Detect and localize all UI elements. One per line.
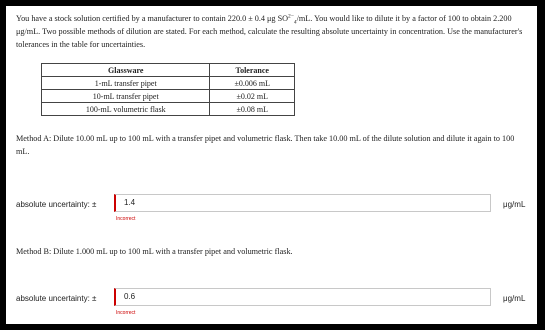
method-b-status: Incorrect [116, 310, 136, 316]
tolerance-cell: ±0.08 mL [210, 103, 295, 116]
method-b-label: absolute uncertainty: ± [16, 294, 97, 303]
method-b-text: Method B: Dilute 1.000 mL up to 100 mL with a transfer pipet and volumetric flask. [16, 247, 293, 256]
table-row [42, 77, 295, 90]
ion-subscript: 4 [293, 19, 297, 26]
tolerance-table [41, 63, 295, 116]
method-a-answer-value: 1.4 [124, 198, 136, 207]
method-a-text: Method A: Dilute 10.00 mL up to 100 mL with a transfer pipet and volumetric flask. Then take 10.00 mL of the dilute solution and dilute it again to 100 mL. [16, 134, 515, 156]
method-a-unit: μg/mL [503, 200, 526, 209]
table-row [42, 90, 295, 103]
header-tolerance: Tolerance [210, 64, 295, 77]
glassware-cell: 100-mL volumetric flask [42, 103, 210, 116]
question-panel [6, 6, 537, 324]
ion-charge: 2− [288, 13, 294, 20]
tolerance-cell: ±0.02 mL [210, 90, 295, 103]
method-b-answer-input[interactable] [114, 288, 491, 306]
table-header-row [42, 64, 295, 77]
question-intro [16, 12, 528, 51]
method-a-label: absolute uncertainty: ± [16, 200, 97, 209]
glassware-cell: 1-mL transfer pipet [42, 77, 210, 90]
intro-part2: /mL. You would like to dilute it by a factor of 100 to obtain 2.200 μg/mL. Two possible methods of dilution are stated. For each method, calculate the resulting absolute uncertainty in concentration. Use the manufacturer's tolerances in the table for uncertainties. [16, 14, 523, 49]
method-a-answer-input[interactable] [114, 194, 491, 212]
header-glassware: Glassware [42, 64, 210, 77]
tolerance-cell: ±0.006 mL [210, 77, 295, 90]
glassware-cell: 10-mL transfer pipet [42, 90, 210, 103]
method-a-status: Incorrect [116, 216, 136, 222]
method-b-unit: μg/mL [503, 294, 526, 303]
method-b-answer-value: 0.6 [124, 292, 136, 301]
intro-part1: You have a stock solution certified by a manufacturer to contain 220.0 ± 0.4 μg SO [16, 14, 289, 23]
table-row [42, 103, 295, 116]
